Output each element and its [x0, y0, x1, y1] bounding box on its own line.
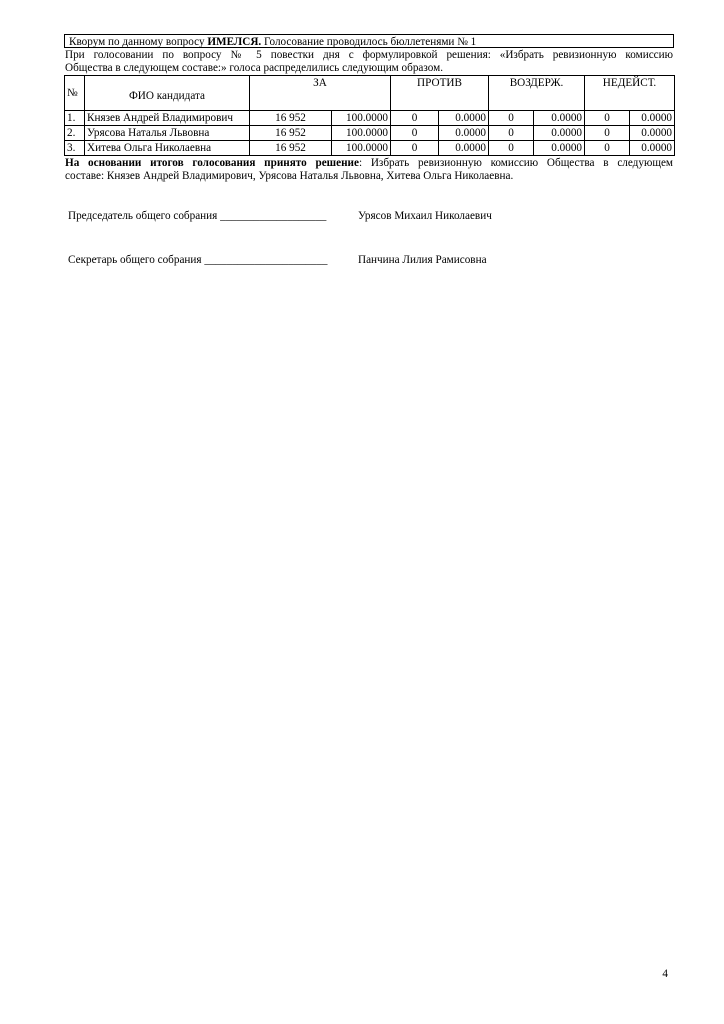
votes-invalid: 0: [585, 140, 630, 155]
votes-against: 0: [391, 140, 439, 155]
header-against: ПРОТИВ: [391, 75, 489, 110]
votes-invalid: 0: [585, 125, 630, 140]
quorum-prefix: Кворум по данному вопросу: [69, 36, 208, 48]
votes-abstained-percent: 0.0000: [534, 140, 585, 155]
secretary-role: Секретарь общего собрания: [68, 254, 202, 266]
decision-line-1-rest: : Избрать ревизионную комиссию Общества в следующем: [358, 156, 673, 169]
votes-for: 16 952: [250, 125, 332, 140]
votes-invalid-percent: 0.0000: [630, 125, 675, 140]
document-body: [64, 34, 674, 183]
header-number: №: [65, 75, 85, 110]
quorum-statement: [64, 34, 674, 48]
decision-line-1: [65, 157, 673, 170]
votes-for-percent: 100.0000: [332, 110, 391, 125]
secretary-name-block: [358, 254, 487, 267]
voting-intro: [64, 49, 674, 75]
quorum-suffix: Голосование проводилось бюллетенями № 1: [261, 36, 477, 48]
votes-abstained: 0: [489, 140, 534, 155]
row-number: 1.: [65, 110, 85, 125]
chairman-name-block: [358, 210, 492, 223]
votes-invalid: 0: [585, 110, 630, 125]
votes-invalid-percent: 0.0000: [630, 110, 675, 125]
row-number: 3.: [65, 140, 85, 155]
votes-against-percent: 0.0000: [439, 110, 489, 125]
table-row: [65, 110, 675, 125]
chairman-signature-line: [68, 210, 326, 223]
candidate-name: Урясова Наталья Львовна: [85, 125, 250, 140]
votes-invalid-percent: 0.0000: [630, 140, 675, 155]
chairman-signature-blank: ___________________: [220, 210, 327, 222]
table-row: [65, 125, 675, 140]
header-for: ЗА: [250, 75, 391, 110]
page-number: 4: [662, 968, 668, 980]
decision-bold-lead: На основании итогов голосования принято решение: [65, 156, 359, 169]
decision-line-2: составе: Князев Андрей Владимирович, Урясова Наталья Львовна, Хитева Ольга Николаевна.: [65, 169, 514, 182]
header-abstained: ВОЗДЕРЖ.: [489, 75, 585, 110]
secretary-signature-blank: ______________________: [204, 254, 328, 266]
table-row: [65, 140, 675, 155]
votes-abstained-percent: 0.0000: [534, 110, 585, 125]
votes-against: 0: [391, 110, 439, 125]
votes-for: 16 952: [250, 140, 332, 155]
votes-for: 16 952: [250, 110, 332, 125]
header-invalid: НЕДЕЙСТ.: [585, 75, 675, 110]
row-number: 2.: [65, 125, 85, 140]
votes-for-percent: 100.0000: [332, 125, 391, 140]
votes-against-percent: 0.0000: [439, 140, 489, 155]
voting-intro-line-2: Общества в следующем составе:» голоса распределились следующим образом.: [65, 61, 444, 74]
table-header-row: [65, 75, 675, 110]
secretary-signature-line: [68, 254, 327, 267]
voting-results-table: [64, 75, 675, 156]
votes-abstained: 0: [489, 110, 534, 125]
candidate-name: Хитева Ольга Николаевна: [85, 140, 250, 155]
votes-abstained-percent: 0.0000: [534, 125, 585, 140]
secretary-name: Панчина Лилия Рамисовна: [358, 254, 487, 266]
votes-against: 0: [391, 125, 439, 140]
votes-abstained: 0: [489, 125, 534, 140]
votes-for-percent: 100.0000: [332, 140, 391, 155]
chairman-name: Урясов Михаил Николаевич: [358, 210, 492, 222]
quorum-status: ИМЕЛСЯ.: [207, 36, 262, 48]
voting-intro-line-1: При голосовании по вопросу № 5 повестки дня с формулировкой решения: «Избрать ревизионную комиссию: [65, 49, 673, 61]
votes-against-percent: 0.0000: [439, 125, 489, 140]
header-candidate-name: ФИО кандидата: [85, 75, 250, 110]
decision-statement: [64, 157, 674, 183]
chairman-role: Председатель общего собрания: [68, 210, 218, 222]
candidate-name: Князев Андрей Владимирович: [85, 110, 250, 125]
